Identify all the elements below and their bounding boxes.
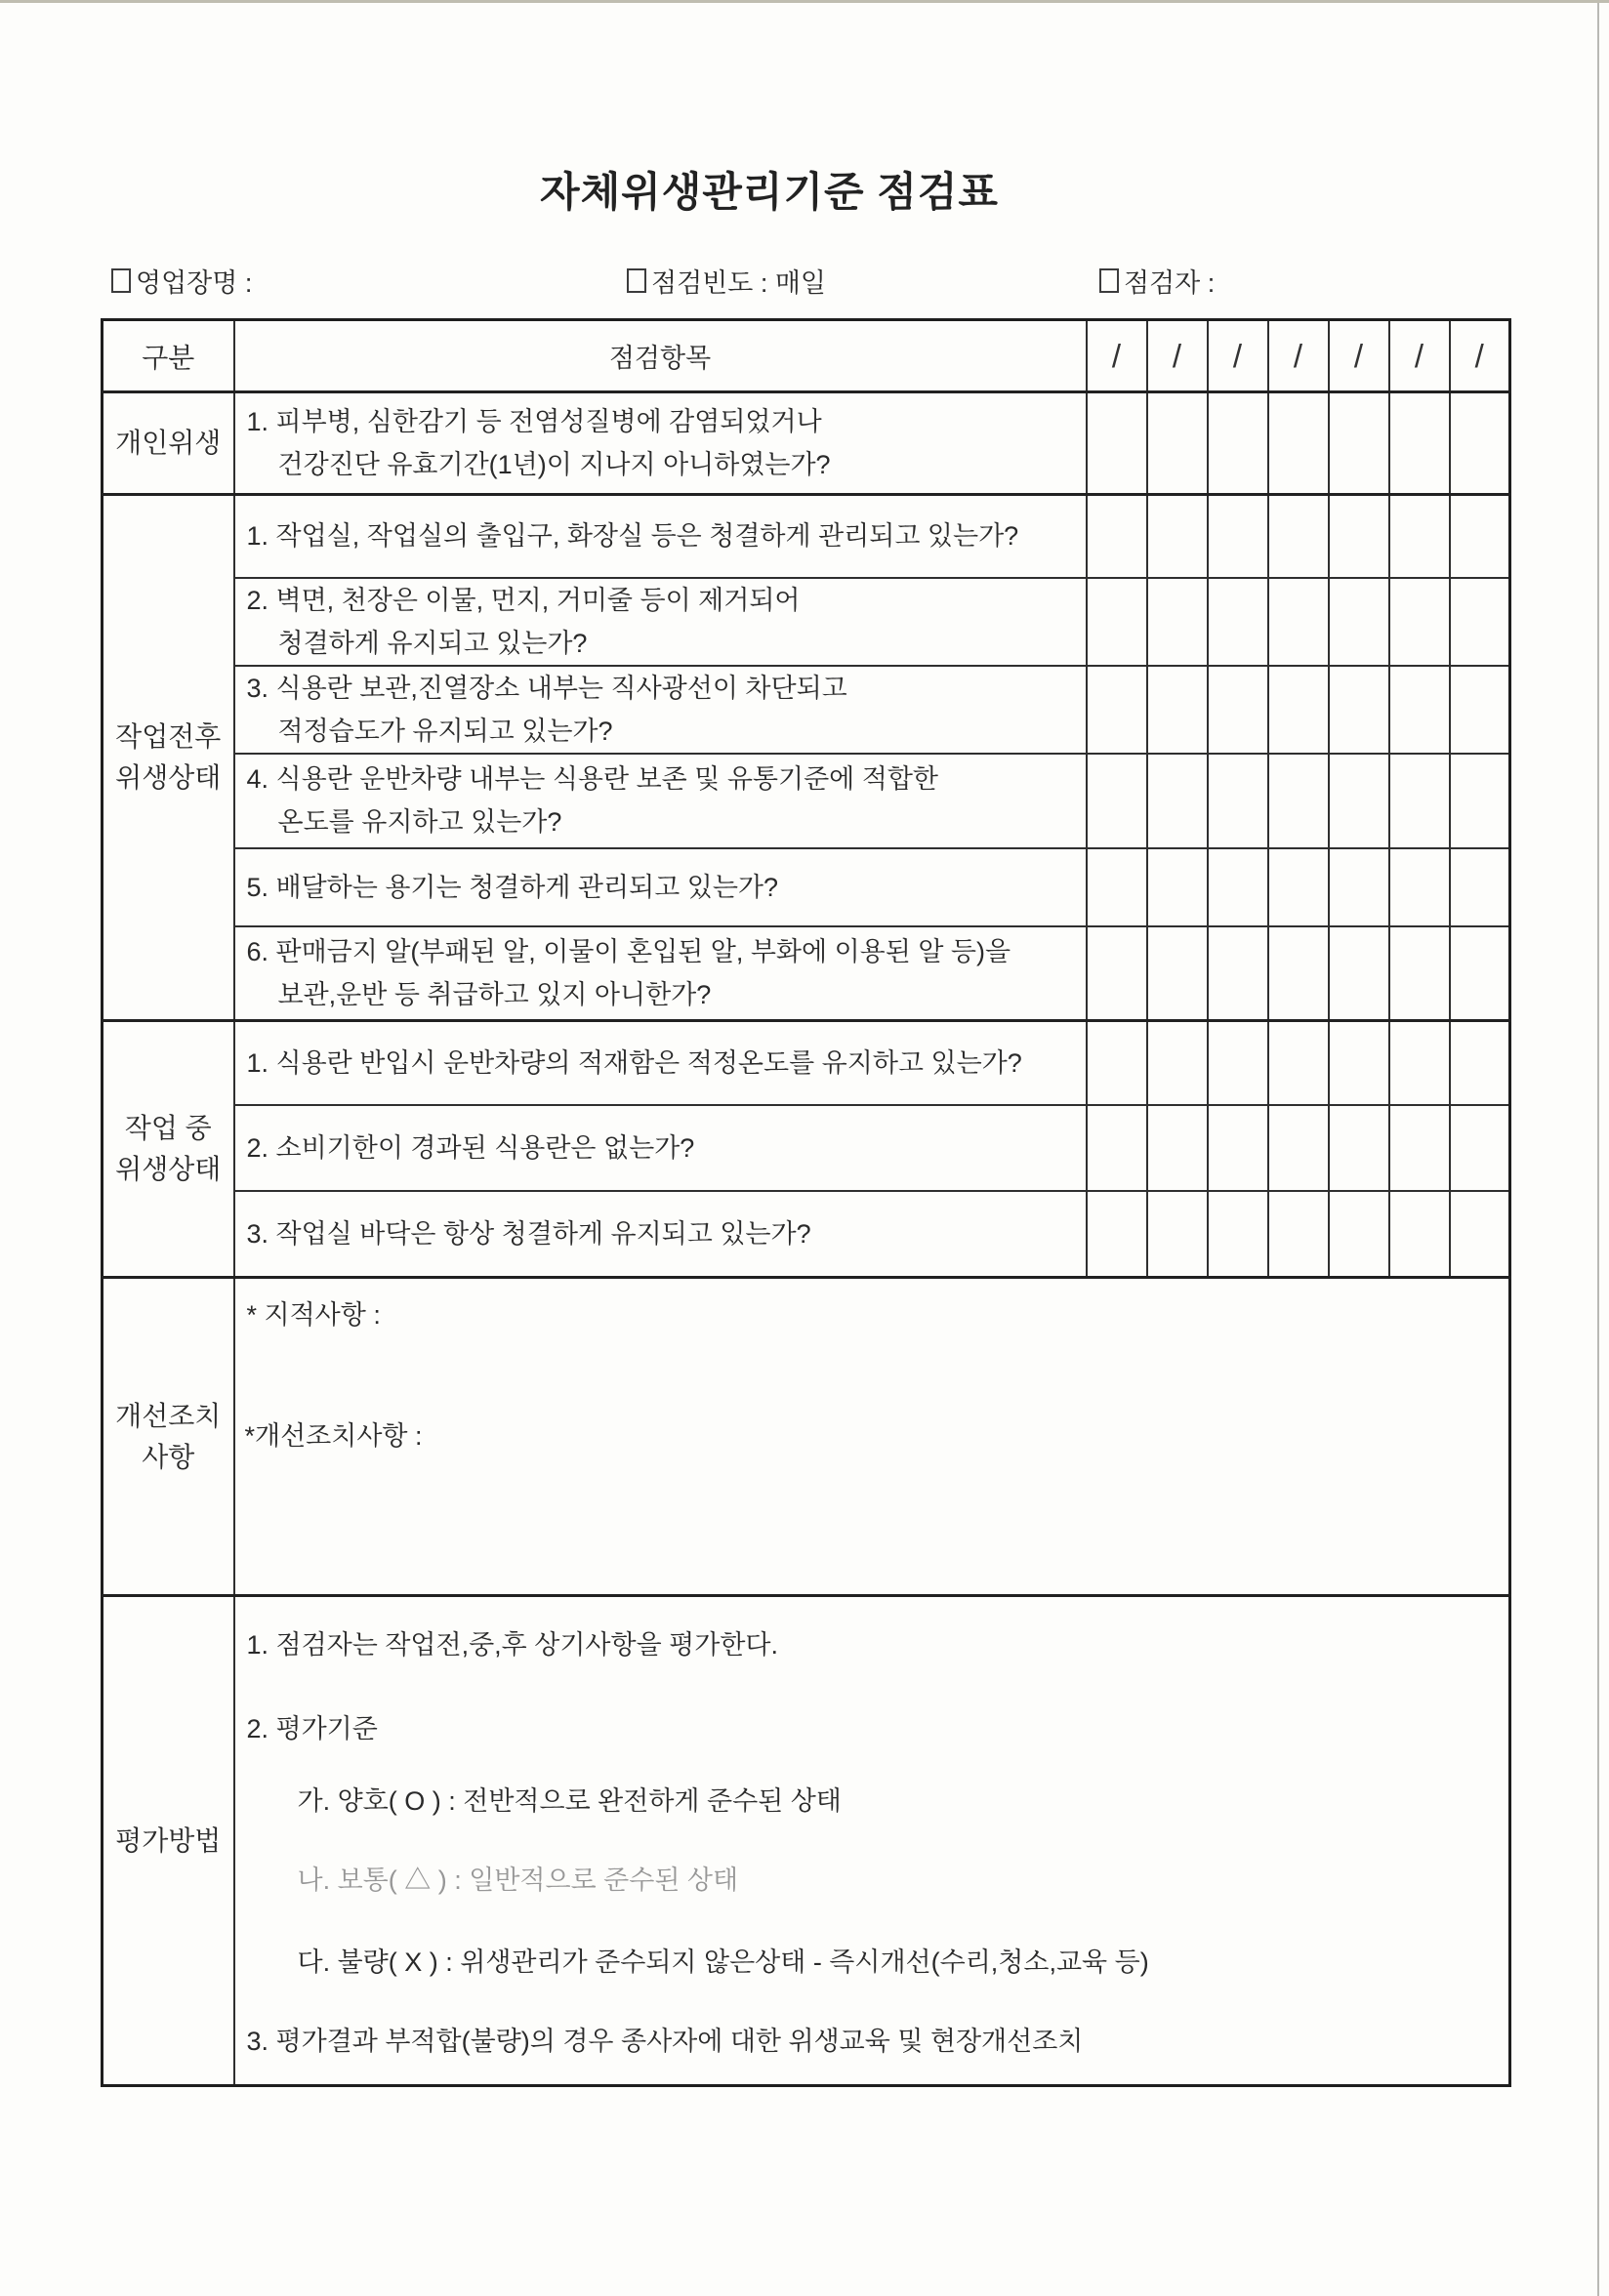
checkbox-icon [1099, 268, 1119, 293]
scan-edge-right [1597, 3, 1599, 2296]
check-cell [1268, 578, 1329, 666]
meta-frequency-label: 점검빈도 : 매일 [651, 268, 826, 298]
check-cell [1087, 666, 1147, 754]
check-item-cell: 3. 식용란 보관,진열장소 내부는 직사광선이 차단되고 적정습도가 유지되고 있는가? [234, 666, 1087, 754]
header-date-slash: / [1087, 320, 1147, 392]
check-cell [1268, 1105, 1329, 1191]
check-cell [1147, 754, 1208, 848]
table-row [103, 754, 1510, 848]
check-cell [1389, 926, 1450, 1021]
check-cell [1087, 754, 1147, 848]
check-cell [1450, 392, 1510, 495]
check-cell [1208, 495, 1268, 578]
check-cell [1208, 1021, 1268, 1105]
meta-business-name [111, 262, 252, 300]
check-cell [1450, 495, 1510, 578]
table-row [103, 926, 1510, 1021]
header-date-slash: / [1208, 320, 1268, 392]
header-date-slash: / [1389, 320, 1450, 392]
check-cell [1147, 392, 1208, 495]
remark-label: * 지적사항 : [246, 1300, 381, 1330]
checkbox-icon [111, 268, 131, 293]
check-cell [1208, 754, 1268, 848]
header-date-slash: / [1147, 320, 1208, 392]
eval-line-bad: 다. 불량( X ) : 위생관리가 준수되지 않은상태 - 즉시개선(수리,청소,교육 등) [297, 1948, 1149, 1977]
check-item-cell: 5. 배달하는 용기는 청결하게 관리되고 있는가? [234, 848, 1087, 926]
check-cell [1147, 495, 1208, 578]
checklist-table [101, 318, 1511, 2087]
category-cell-evaluation-method: 평가방법 [103, 1596, 234, 2086]
header-date-slash: / [1329, 320, 1389, 392]
meta-inspector-label: 점검자 : [1124, 268, 1216, 298]
check-cell [1329, 1105, 1389, 1191]
table-row [103, 1191, 1510, 1278]
check-cell [1208, 666, 1268, 754]
check-cell [1147, 666, 1208, 754]
check-cell [1450, 1021, 1510, 1105]
table-row [103, 1596, 1510, 2086]
check-cell [1389, 392, 1450, 495]
check-cell [1147, 848, 1208, 926]
check-cell [1450, 848, 1510, 926]
check-cell [1389, 1191, 1450, 1278]
eval-line: 2. 평가기준 [246, 1714, 378, 1743]
meta-business-name-label: 영업장명 : [136, 268, 253, 298]
check-cell [1268, 495, 1329, 578]
check-cell [1389, 495, 1450, 578]
check-cell [1329, 1191, 1389, 1278]
header-items: 점검항목 [234, 320, 1087, 392]
check-cell [1389, 578, 1450, 666]
category-cell-personal-hygiene: 개인위생 [103, 392, 234, 495]
meta-inspector [1099, 262, 1215, 300]
header-date-slash: / [1268, 320, 1329, 392]
table-row [103, 1021, 1510, 1105]
check-cell [1147, 1105, 1208, 1191]
check-cell [1268, 754, 1329, 848]
table-row [103, 495, 1510, 578]
check-item-cell: 6. 판매금지 알(부패된 알, 이물이 혼입된 알, 부화에 이용된 알 등)을 보관,운반 등 취급하고 있지 아니한가? [234, 926, 1087, 1021]
table-header-row [103, 320, 1510, 392]
meta-frequency [627, 262, 826, 300]
check-cell [1450, 754, 1510, 848]
eval-line: 3. 평가결과 부적합(불량)의 경우 종사자에 대한 위생교육 및 현장개선조치 [246, 2027, 1084, 2056]
check-cell [1389, 848, 1450, 926]
header-date-slash: / [1450, 320, 1510, 392]
category-cell-during-work: 작업 중 위생상태 [103, 1021, 234, 1278]
check-cell [1268, 848, 1329, 926]
check-cell [1450, 926, 1510, 1021]
eval-line-good: 가. 양호( O ) : 전반적으로 완전하게 준수된 상태 [297, 1786, 842, 1816]
check-cell [1208, 392, 1268, 495]
check-cell [1208, 578, 1268, 666]
category-cell-pre-post-work: 작업전후 위생상태 [103, 495, 234, 1021]
check-item-cell: 3. 작업실 바닥은 항상 청결하게 유지되고 있는가? [234, 1191, 1087, 1278]
check-item-cell: 2. 소비기한이 경과된 식용란은 없는가? [234, 1105, 1087, 1191]
eval-line: 1. 점검자는 작업전,중,후 상기사항을 평가한다. [246, 1630, 779, 1660]
check-item-cell: 4. 식용란 운반차량 내부는 식용란 보존 및 유통기준에 적합한 온도를 유지하고 있는가? [234, 754, 1087, 848]
check-cell [1268, 1191, 1329, 1278]
action-label: *개선조치사항 : [244, 1421, 423, 1451]
check-cell [1087, 1105, 1147, 1191]
table-row [103, 1278, 1510, 1596]
check-cell [1329, 495, 1389, 578]
check-cell [1268, 666, 1329, 754]
check-cell [1389, 1021, 1450, 1105]
check-cell [1087, 926, 1147, 1021]
check-cell [1147, 926, 1208, 1021]
page-title: 자체위생관리기준 점검표 [540, 169, 999, 215]
check-cell [1329, 1021, 1389, 1105]
table-row [103, 666, 1510, 754]
check-cell [1389, 1105, 1450, 1191]
corrective-action-cell [234, 1278, 1510, 1596]
check-cell [1087, 1191, 1147, 1278]
check-cell [1389, 754, 1450, 848]
check-cell [1147, 1191, 1208, 1278]
check-cell [1450, 1105, 1510, 1191]
check-cell [1329, 392, 1389, 495]
check-cell [1329, 926, 1389, 1021]
check-cell [1147, 1021, 1208, 1105]
eval-line-normal: 나. 보통( △ ) : 일반적으로 준수된 상태 [297, 1866, 739, 1895]
check-cell [1087, 578, 1147, 666]
check-cell [1329, 754, 1389, 848]
check-item-cell: 1. 작업실, 작업실의 출입구, 화장실 등은 청결하게 관리되고 있는가? [234, 495, 1087, 578]
check-cell [1389, 666, 1450, 754]
check-cell [1450, 1191, 1510, 1278]
check-item-cell: 2. 벽면, 천장은 이물, 먼지, 거미줄 등이 제거되어 청결하게 유지되고 있는가? [234, 578, 1087, 666]
check-cell [1087, 392, 1147, 495]
check-item-cell: 1. 식용란 반입시 운반차량의 적재함은 적정온도를 유지하고 있는가? [234, 1021, 1087, 1105]
check-cell [1087, 1021, 1147, 1105]
check-cell [1087, 848, 1147, 926]
scan-edge-top [0, 0, 1609, 3]
table-row [103, 578, 1510, 666]
check-cell [1208, 1105, 1268, 1191]
check-item-cell: 1. 피부병, 심한감기 등 전염성질병에 감염되었거나 건강진단 유효기간(1년)이 지나지 아니하였는가? [234, 392, 1087, 495]
table-row [103, 1105, 1510, 1191]
meta-row [0, 262, 1609, 301]
check-cell [1268, 392, 1329, 495]
check-cell [1450, 578, 1510, 666]
table-row [103, 848, 1510, 926]
check-cell [1329, 578, 1389, 666]
check-cell [1268, 926, 1329, 1021]
check-cell [1087, 495, 1147, 578]
check-cell [1208, 926, 1268, 1021]
check-cell [1329, 848, 1389, 926]
evaluation-method-cell [234, 1596, 1510, 2086]
category-cell-corrective-action: 개선조치 사항 [103, 1278, 234, 1596]
table-row [103, 392, 1510, 495]
check-cell [1450, 666, 1510, 754]
check-cell [1208, 1191, 1268, 1278]
check-cell [1268, 1021, 1329, 1105]
check-cell [1329, 666, 1389, 754]
header-category: 구분 [103, 320, 234, 392]
check-cell [1208, 848, 1268, 926]
checkbox-icon [627, 268, 646, 293]
check-cell [1147, 578, 1208, 666]
